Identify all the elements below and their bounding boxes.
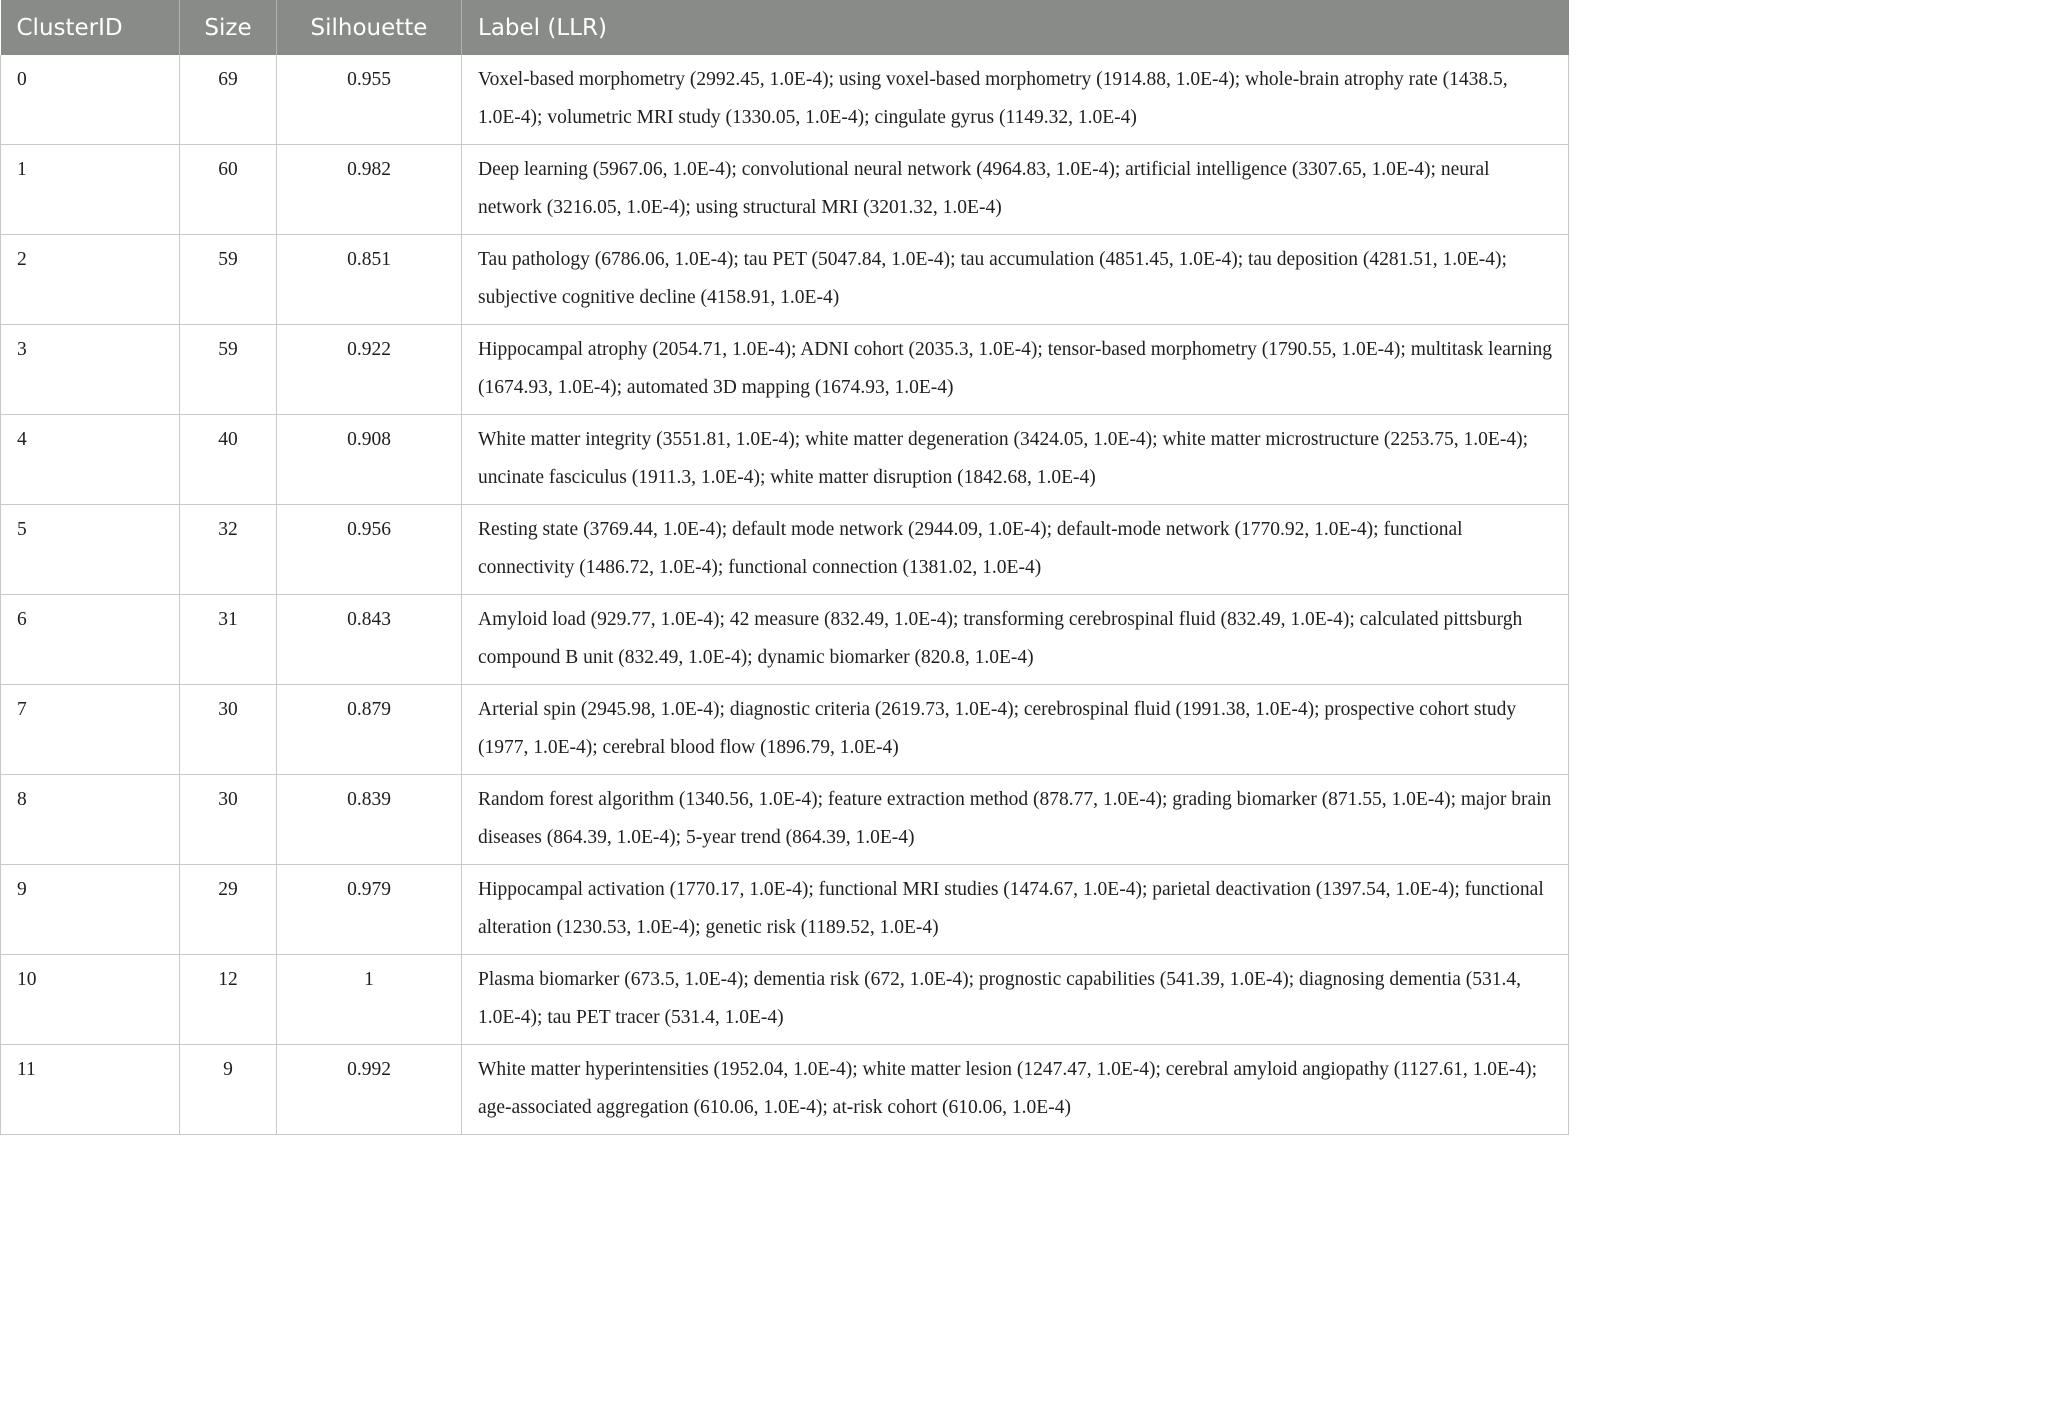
table-row xyxy=(1,145,1569,235)
cell-size: 31 xyxy=(180,595,277,685)
cell-cluster-id: 1 xyxy=(1,145,180,235)
cell-cluster-id: 8 xyxy=(1,775,180,865)
header-cluster-id: ClusterID xyxy=(1,0,180,55)
cell-cluster-id: 9 xyxy=(1,865,180,955)
cell-size: 69 xyxy=(180,55,277,145)
header-silhouette: Silhouette xyxy=(277,0,462,55)
table-row xyxy=(1,325,1569,415)
cell-cluster-id: 6 xyxy=(1,595,180,685)
cell-size: 30 xyxy=(180,685,277,775)
cell-label: Voxel-based morphometry (2992.45, 1.0E-4); using voxel-based morphometry (1914.88, 1.0E-4); whole-brain atrophy rate (1438.5, 1.0E-4); volumetric MRI study (1330.05, 1.0E-4); cingulate gyrus (1149.32, 1.0E-4) xyxy=(462,55,1569,145)
header-label: Label (LLR) xyxy=(462,0,1569,55)
cell-size: 30 xyxy=(180,775,277,865)
cell-cluster-id: 2 xyxy=(1,235,180,325)
table-body xyxy=(1,55,1569,1135)
table-row xyxy=(1,1045,1569,1135)
cell-label: Random forest algorithm (1340.56, 1.0E-4); feature extraction method (878.77, 1.0E-4); grading biomarker (871.55, 1.0E-4); major brain diseases (864.39, 1.0E-4); 5-year trend (864.39, 1.0E-4) xyxy=(462,775,1569,865)
cell-cluster-id: 3 xyxy=(1,325,180,415)
cell-size: 40 xyxy=(180,415,277,505)
cell-cluster-id: 11 xyxy=(1,1045,180,1135)
table-row xyxy=(1,955,1569,1045)
cell-label: Hippocampal atrophy (2054.71, 1.0E-4); ADNI cohort (2035.3, 1.0E-4); tensor-based morphometry (1790.55, 1.0E-4); multitask learning (1674.93, 1.0E-4); automated 3D mapping (1674.93, 1.0E-4) xyxy=(462,325,1569,415)
cell-label: Plasma biomarker (673.5, 1.0E-4); dementia risk (672, 1.0E-4); prognostic capabilities (541.39, 1.0E-4); diagnosing dementia (531.4, 1.0E-4); tau PET tracer (531.4, 1.0E-4) xyxy=(462,955,1569,1045)
cell-size: 59 xyxy=(180,325,277,415)
cell-size: 32 xyxy=(180,505,277,595)
cell-silhouette: 0.851 xyxy=(277,235,462,325)
cell-silhouette: 0.982 xyxy=(277,145,462,235)
table-row xyxy=(1,235,1569,325)
table-row xyxy=(1,865,1569,955)
cell-silhouette: 0.955 xyxy=(277,55,462,145)
table-row xyxy=(1,55,1569,145)
cell-silhouette: 0.879 xyxy=(277,685,462,775)
cell-label: Resting state (3769.44, 1.0E-4); default mode network (2944.09, 1.0E-4); default-mode network (1770.92, 1.0E-4); functional connectivity (1486.72, 1.0E-4); functional connection (1381.02, 1.0E-4) xyxy=(462,505,1569,595)
cell-silhouette: 0.839 xyxy=(277,775,462,865)
cell-cluster-id: 7 xyxy=(1,685,180,775)
table-row xyxy=(1,685,1569,775)
cell-label: White matter hyperintensities (1952.04, 1.0E-4); white matter lesion (1247.47, 1.0E-4); cerebral amyloid angiopathy (1127.61, 1.0E-4); age-associated aggregation (610.06, 1.0E-4); at-risk cohort (610.06, 1.0E-4) xyxy=(462,1045,1569,1135)
cell-size: 59 xyxy=(180,235,277,325)
cell-silhouette: 0.843 xyxy=(277,595,462,685)
cell-label: Deep learning (5967.06, 1.0E-4); convolutional neural network (4964.83, 1.0E-4); artificial intelligence (3307.65, 1.0E-4); neural network (3216.05, 1.0E-4); using structural MRI (3201.32, 1.0E-4) xyxy=(462,145,1569,235)
table-row xyxy=(1,775,1569,865)
cell-silhouette: 0.908 xyxy=(277,415,462,505)
cell-cluster-id: 0 xyxy=(1,55,180,145)
cell-silhouette: 0.956 xyxy=(277,505,462,595)
cell-size: 29 xyxy=(180,865,277,955)
cell-cluster-id: 4 xyxy=(1,415,180,505)
table-header xyxy=(1,0,1569,55)
cell-silhouette: 0.922 xyxy=(277,325,462,415)
cell-silhouette: 0.992 xyxy=(277,1045,462,1135)
cell-size: 60 xyxy=(180,145,277,235)
cell-label: Amyloid load (929.77, 1.0E-4); 42 measure (832.49, 1.0E-4); transforming cerebrospinal fluid (832.49, 1.0E-4); calculated pittsburgh compound B unit (832.49, 1.0E-4); dynamic biomarker (820.8, 1.0E-4) xyxy=(462,595,1569,685)
cell-cluster-id: 5 xyxy=(1,505,180,595)
header-row xyxy=(1,0,1569,55)
table-row xyxy=(1,595,1569,685)
table-row xyxy=(1,505,1569,595)
cell-label: White matter integrity (3551.81, 1.0E-4); white matter degeneration (3424.05, 1.0E-4); white matter microstructure (2253.75, 1.0E-4); uncinate fasciculus (1911.3, 1.0E-4); white matter disruption (1842.68, 1.0E-4) xyxy=(462,415,1569,505)
cell-size: 12 xyxy=(180,955,277,1045)
cell-size: 9 xyxy=(180,1045,277,1135)
cell-silhouette: 1 xyxy=(277,955,462,1045)
cell-label: Tau pathology (6786.06, 1.0E-4); tau PET (5047.84, 1.0E-4); tau accumulation (4851.45, 1.0E-4); tau deposition (4281.51, 1.0E-4); subjective cognitive decline (4158.91, 1.0E-4) xyxy=(462,235,1569,325)
table-row xyxy=(1,415,1569,505)
cell-label: Arterial spin (2945.98, 1.0E-4); diagnostic criteria (2619.73, 1.0E-4); cerebrospinal fluid (1991.38, 1.0E-4); prospective cohort study (1977, 1.0E-4); cerebral blood flow (1896.79, 1.0E-4) xyxy=(462,685,1569,775)
cell-silhouette: 0.979 xyxy=(277,865,462,955)
cell-cluster-id: 10 xyxy=(1,955,180,1045)
header-size: Size xyxy=(180,0,277,55)
cell-label: Hippocampal activation (1770.17, 1.0E-4); functional MRI studies (1474.67, 1.0E-4); parietal deactivation (1397.54, 1.0E-4); functional alteration (1230.53, 1.0E-4); genetic risk (1189.52, 1.0E-4) xyxy=(462,865,1569,955)
